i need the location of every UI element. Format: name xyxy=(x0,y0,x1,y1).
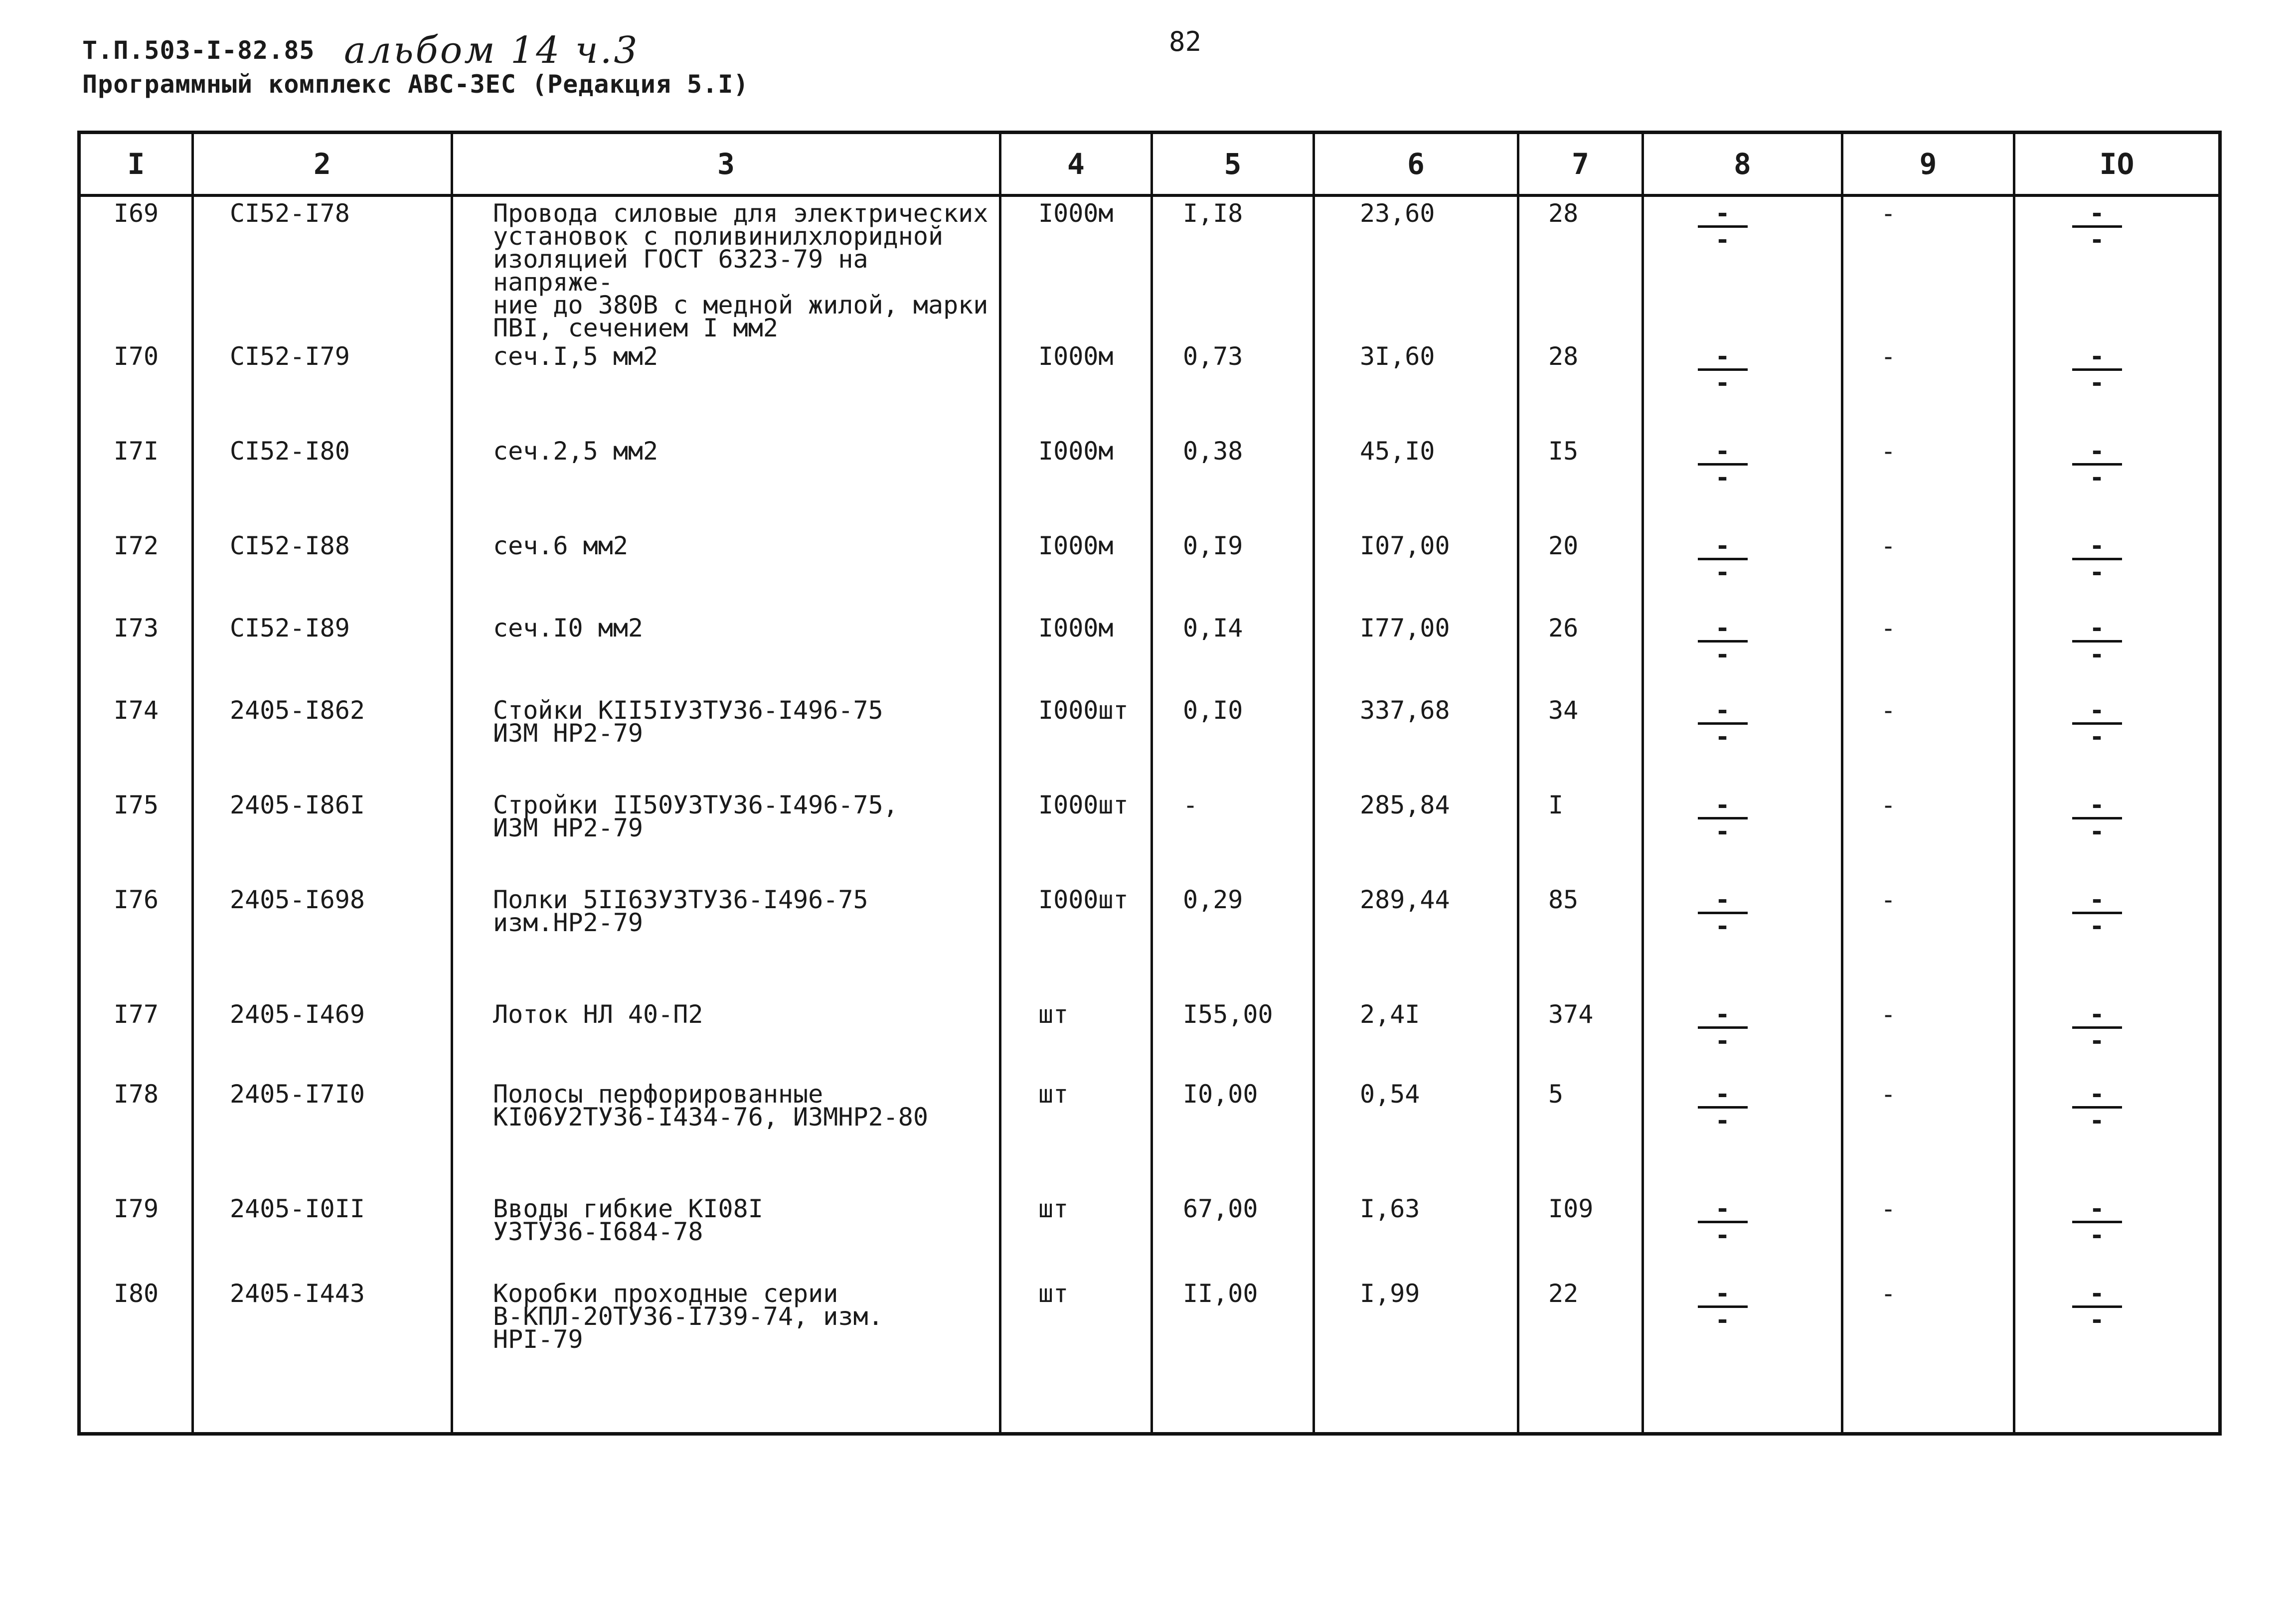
row-col6-value: I77,00 xyxy=(1314,612,1518,694)
row-col9-value: - xyxy=(1842,883,2014,998)
row-col7-value: I5 xyxy=(1518,435,1643,529)
fraction-numerator: - xyxy=(1715,1080,1730,1109)
row-number: I70 xyxy=(79,340,193,435)
dash-fraction xyxy=(2072,1194,2122,1250)
page-number: 82 xyxy=(1169,26,1202,57)
row-number: I69 xyxy=(79,195,193,340)
row-code: 2405-I443 xyxy=(193,1277,452,1402)
table-row xyxy=(79,612,2220,694)
fraction-numerator: - xyxy=(2089,199,2105,228)
row-col6-value: 337,68 xyxy=(1314,694,1518,789)
dash-fraction xyxy=(2072,1080,2122,1135)
row-unit: I000м xyxy=(1000,435,1152,529)
table-row xyxy=(79,435,2220,529)
fraction-numerator: - xyxy=(2089,696,2105,725)
table-row xyxy=(79,340,2220,435)
dash-fraction xyxy=(1698,342,1748,397)
dash-fraction xyxy=(1698,791,1748,846)
document-code: Т.П.503-I-82.85 xyxy=(82,36,315,65)
row-number: I7I xyxy=(79,435,193,529)
row-col6-value: I,99 xyxy=(1314,1277,1518,1402)
row-col6-value: 0,54 xyxy=(1314,1078,1518,1192)
dash-fraction xyxy=(1698,1194,1748,1250)
row-name: сеч.I,5 мм2 xyxy=(452,340,1000,435)
dash-fraction xyxy=(1698,437,1748,492)
fraction-numerator: - xyxy=(1715,696,1730,725)
row-col10-fraction xyxy=(2014,195,2220,340)
table-row xyxy=(79,883,2220,998)
row-col8-fraction xyxy=(1643,998,1842,1078)
table-row xyxy=(79,529,2220,612)
row-col7-value: 28 xyxy=(1518,195,1643,340)
dash-fraction xyxy=(2072,614,2122,669)
row-name: Стройки II50У3ТУ36-I496-75, ИЗМ НР2-79 xyxy=(452,789,1000,883)
fraction-numerator: - xyxy=(1715,614,1730,643)
dash-fraction xyxy=(1698,614,1748,669)
row-code: 2405-I0II xyxy=(193,1192,452,1277)
row-unit: I000м xyxy=(1000,195,1152,340)
row-col10-fraction xyxy=(2014,998,2220,1078)
row-unit: I000м xyxy=(1000,529,1152,612)
row-col8-fraction xyxy=(1643,1277,1842,1402)
row-col9-value: - xyxy=(1842,1192,2014,1277)
row-name: сеч.2,5 мм2 xyxy=(452,435,1000,529)
fraction-denominator: - xyxy=(2089,912,2105,941)
row-col10-fraction xyxy=(2014,1192,2220,1277)
fraction-denominator: - xyxy=(2089,1106,2105,1135)
row-unit: I000шт xyxy=(1000,883,1152,998)
fraction-numerator: - xyxy=(1715,791,1730,819)
row-col6-value: I07,00 xyxy=(1314,529,1518,612)
fraction-numerator: - xyxy=(1715,1194,1730,1223)
row-unit: I000м xyxy=(1000,340,1152,435)
row-col10-fraction xyxy=(2014,694,2220,789)
row-unit: I000м xyxy=(1000,612,1152,694)
dash-fraction xyxy=(2072,437,2122,492)
fraction-denominator: - xyxy=(2089,463,2105,492)
row-col6-value: 3I,60 xyxy=(1314,340,1518,435)
col-header-8: 8 xyxy=(1643,133,1842,196)
row-name: Полосы перфорированные КI06У2ТУ36-I434-76, ИЗМНР2-80 xyxy=(452,1078,1000,1192)
fraction-denominator: - xyxy=(1715,1221,1730,1250)
fraction-denominator: - xyxy=(2089,722,2105,751)
row-col7-value: 374 xyxy=(1518,998,1643,1078)
row-col8-fraction xyxy=(1643,1078,1842,1192)
fraction-numerator: - xyxy=(2089,1080,2105,1109)
row-col9-value: - xyxy=(1842,1277,2014,1402)
table-row xyxy=(79,1277,2220,1402)
fraction-denominator: - xyxy=(2089,1221,2105,1250)
fraction-denominator: - xyxy=(1715,1106,1730,1135)
row-col7-value: I09 xyxy=(1518,1192,1643,1277)
fraction-denominator: - xyxy=(1715,368,1730,397)
row-code: CI52-I89 xyxy=(193,612,452,694)
row-number: I73 xyxy=(79,612,193,694)
dash-fraction xyxy=(2072,199,2122,254)
dash-fraction xyxy=(1698,1000,1748,1055)
row-col7-value: I xyxy=(1518,789,1643,883)
row-unit: I000шт xyxy=(1000,789,1152,883)
fraction-numerator: - xyxy=(1715,342,1730,371)
dash-fraction xyxy=(2072,1000,2122,1055)
dash-fraction xyxy=(1698,1080,1748,1135)
row-col7-value: 5 xyxy=(1518,1078,1643,1192)
fraction-numerator: - xyxy=(2089,342,2105,371)
fraction-numerator: - xyxy=(1715,437,1730,466)
dash-fraction xyxy=(1698,531,1748,587)
row-col7-value: 20 xyxy=(1518,529,1643,612)
dash-fraction xyxy=(1698,885,1748,941)
fraction-numerator: - xyxy=(1715,1279,1730,1308)
row-col9-value: - xyxy=(1842,612,2014,694)
album-handwritten-note: альбом 14 ч.3 xyxy=(344,29,640,72)
row-col5-value: 0,38 xyxy=(1152,435,1314,529)
fraction-numerator: - xyxy=(2089,885,2105,914)
fraction-denominator: - xyxy=(1715,722,1730,751)
table-row xyxy=(79,1078,2220,1192)
row-col9-value: - xyxy=(1842,435,2014,529)
row-col8-fraction xyxy=(1643,1192,1842,1277)
col-header-4: 4 xyxy=(1000,133,1152,196)
row-name: Лоток НЛ 40-П2 xyxy=(452,998,1000,1078)
row-col8-fraction xyxy=(1643,195,1842,340)
fraction-numerator: - xyxy=(2089,1279,2105,1308)
fraction-denominator: - xyxy=(2089,225,2105,254)
fraction-numerator: - xyxy=(2089,1194,2105,1223)
row-name: Полки 5II63У3ТУ36-I496-75 изм.НР2-79 xyxy=(452,883,1000,998)
row-code: CI52-I88 xyxy=(193,529,452,612)
table-body xyxy=(79,195,2220,1434)
specification-table xyxy=(77,131,2222,1436)
table-row xyxy=(79,195,2220,340)
row-col8-fraction xyxy=(1643,789,1842,883)
row-col5-value: 0,73 xyxy=(1152,340,1314,435)
row-col10-fraction xyxy=(2014,789,2220,883)
row-number: I75 xyxy=(79,789,193,883)
fraction-numerator: - xyxy=(2089,791,2105,819)
row-col6-value: 289,44 xyxy=(1314,883,1518,998)
row-col9-value: - xyxy=(1842,529,2014,612)
row-col6-value: 23,60 xyxy=(1314,195,1518,340)
fraction-denominator: - xyxy=(1715,817,1730,846)
row-name: Вводы гибкие КI08I У3ТУ36-I684-78 xyxy=(452,1192,1000,1277)
row-number: I76 xyxy=(79,883,193,998)
fraction-denominator: - xyxy=(1715,1305,1730,1334)
row-code: CI52-I78 xyxy=(193,195,452,340)
row-code: 2405-I698 xyxy=(193,883,452,998)
row-col5-value: I55,00 xyxy=(1152,998,1314,1078)
row-col9-value: - xyxy=(1842,694,2014,789)
fraction-numerator: - xyxy=(1715,199,1730,228)
fraction-denominator: - xyxy=(1715,558,1730,587)
row-col6-value: 2,4I xyxy=(1314,998,1518,1078)
row-unit: шт xyxy=(1000,998,1152,1078)
row-number: I77 xyxy=(79,998,193,1078)
row-unit: шт xyxy=(1000,1277,1152,1402)
fraction-denominator: - xyxy=(1715,1026,1730,1055)
col-header-7: 7 xyxy=(1518,133,1643,196)
row-col5-value: 0,I9 xyxy=(1152,529,1314,612)
fraction-numerator: - xyxy=(2089,1000,2105,1029)
row-col9-value: - xyxy=(1842,340,2014,435)
document-subtitle: Программный комплекс АВС-ЗЕС (Редакция 5.I) xyxy=(82,70,749,99)
fraction-numerator: - xyxy=(1715,885,1730,914)
dash-fraction xyxy=(2072,791,2122,846)
dash-fraction xyxy=(2072,885,2122,941)
fraction-denominator: - xyxy=(1715,463,1730,492)
row-col10-fraction xyxy=(2014,612,2220,694)
row-col5-value: - xyxy=(1152,789,1314,883)
row-col6-value: 45,I0 xyxy=(1314,435,1518,529)
row-number: I80 xyxy=(79,1277,193,1402)
row-col7-value: 34 xyxy=(1518,694,1643,789)
row-col5-value: 67,00 xyxy=(1152,1192,1314,1277)
col-header-1: I xyxy=(79,133,193,196)
fraction-denominator: - xyxy=(2089,1026,2105,1055)
row-col6-value: 285,84 xyxy=(1314,789,1518,883)
col-header-5: 5 xyxy=(1152,133,1314,196)
row-code: 2405-I7I0 xyxy=(193,1078,452,1192)
row-col8-fraction xyxy=(1643,694,1842,789)
row-col8-fraction xyxy=(1643,883,1842,998)
table-filler-row xyxy=(79,1402,2220,1434)
row-code: 2405-I862 xyxy=(193,694,452,789)
row-code: CI52-I79 xyxy=(193,340,452,435)
fraction-denominator: - xyxy=(2089,817,2105,846)
fraction-denominator: - xyxy=(1715,640,1730,669)
col-header-9: 9 xyxy=(1842,133,2014,196)
fraction-numerator: - xyxy=(2089,614,2105,643)
fraction-numerator: - xyxy=(2089,531,2105,560)
row-unit: I000шт xyxy=(1000,694,1152,789)
fraction-numerator: - xyxy=(2089,437,2105,466)
table-row xyxy=(79,998,2220,1078)
row-col9-value: - xyxy=(1842,195,2014,340)
row-number: I78 xyxy=(79,1078,193,1192)
row-code: 2405-I86I xyxy=(193,789,452,883)
row-col9-value: - xyxy=(1842,1078,2014,1192)
fraction-numerator: - xyxy=(1715,531,1730,560)
dash-fraction xyxy=(2072,531,2122,587)
row-col9-value: - xyxy=(1842,789,2014,883)
row-col10-fraction xyxy=(2014,529,2220,612)
table-row xyxy=(79,1192,2220,1277)
dash-fraction xyxy=(1698,199,1748,254)
table-row xyxy=(79,789,2220,883)
dash-fraction xyxy=(2072,342,2122,397)
row-col5-value: I,I8 xyxy=(1152,195,1314,340)
row-col10-fraction xyxy=(2014,1078,2220,1192)
fraction-denominator: - xyxy=(2089,558,2105,587)
row-col8-fraction xyxy=(1643,612,1842,694)
row-col10-fraction xyxy=(2014,1277,2220,1402)
row-col5-value: 0,I0 xyxy=(1152,694,1314,789)
dash-fraction xyxy=(2072,696,2122,751)
row-number: I79 xyxy=(79,1192,193,1277)
row-col8-fraction xyxy=(1643,340,1842,435)
row-code: 2405-I469 xyxy=(193,998,452,1078)
col-header-2: 2 xyxy=(193,133,452,196)
row-code: CI52-I80 xyxy=(193,435,452,529)
row-col7-value: 26 xyxy=(1518,612,1643,694)
row-col7-value: 28 xyxy=(1518,340,1643,435)
fraction-denominator: - xyxy=(2089,1305,2105,1334)
dash-fraction xyxy=(1698,696,1748,751)
row-col5-value: 0,I4 xyxy=(1152,612,1314,694)
row-col5-value: I0,00 xyxy=(1152,1078,1314,1192)
row-unit: шт xyxy=(1000,1078,1152,1192)
row-col8-fraction xyxy=(1643,435,1842,529)
row-number: I72 xyxy=(79,529,193,612)
row-col6-value: I,63 xyxy=(1314,1192,1518,1277)
table-row xyxy=(79,694,2220,789)
row-name: сеч.6 мм2 xyxy=(452,529,1000,612)
row-col9-value: - xyxy=(1842,998,2014,1078)
column-header-row xyxy=(79,133,2220,196)
col-header-6: 6 xyxy=(1314,133,1518,196)
fraction-numerator: - xyxy=(1715,1000,1730,1029)
row-name: сеч.I0 мм2 xyxy=(452,612,1000,694)
row-number: I74 xyxy=(79,694,193,789)
row-col10-fraction xyxy=(2014,340,2220,435)
row-name: Стойки КII5IУ3ТУ36-I496-75 ИЗМ НР2-79 xyxy=(452,694,1000,789)
row-col5-value: 0,29 xyxy=(1152,883,1314,998)
fraction-denominator: - xyxy=(1715,225,1730,254)
row-col7-value: 85 xyxy=(1518,883,1643,998)
col-header-10: IO xyxy=(2014,133,2220,196)
fraction-denominator: - xyxy=(2089,640,2105,669)
dash-fraction xyxy=(1698,1279,1748,1334)
dash-fraction xyxy=(2072,1279,2122,1334)
row-col5-value: II,00 xyxy=(1152,1277,1314,1402)
row-col10-fraction xyxy=(2014,883,2220,998)
row-name: Провода силовые для электрических установок с поливинилхлоридной изоляцией ГОСТ 6323-79 на напряже- ние до 380В с медной жилой, марки ПВI, сечением I мм2 xyxy=(452,195,1000,340)
col-header-3: 3 xyxy=(452,133,1000,196)
fraction-denominator: - xyxy=(2089,368,2105,397)
row-name: Коробки проходные серии В-КПЛ-20ТУ36-I739-74, изм. НРI-79 xyxy=(452,1277,1000,1402)
row-unit: шт xyxy=(1000,1192,1152,1277)
row-col7-value: 22 xyxy=(1518,1277,1643,1402)
row-col8-fraction xyxy=(1643,529,1842,612)
row-col10-fraction xyxy=(2014,435,2220,529)
fraction-denominator: - xyxy=(1715,912,1730,941)
